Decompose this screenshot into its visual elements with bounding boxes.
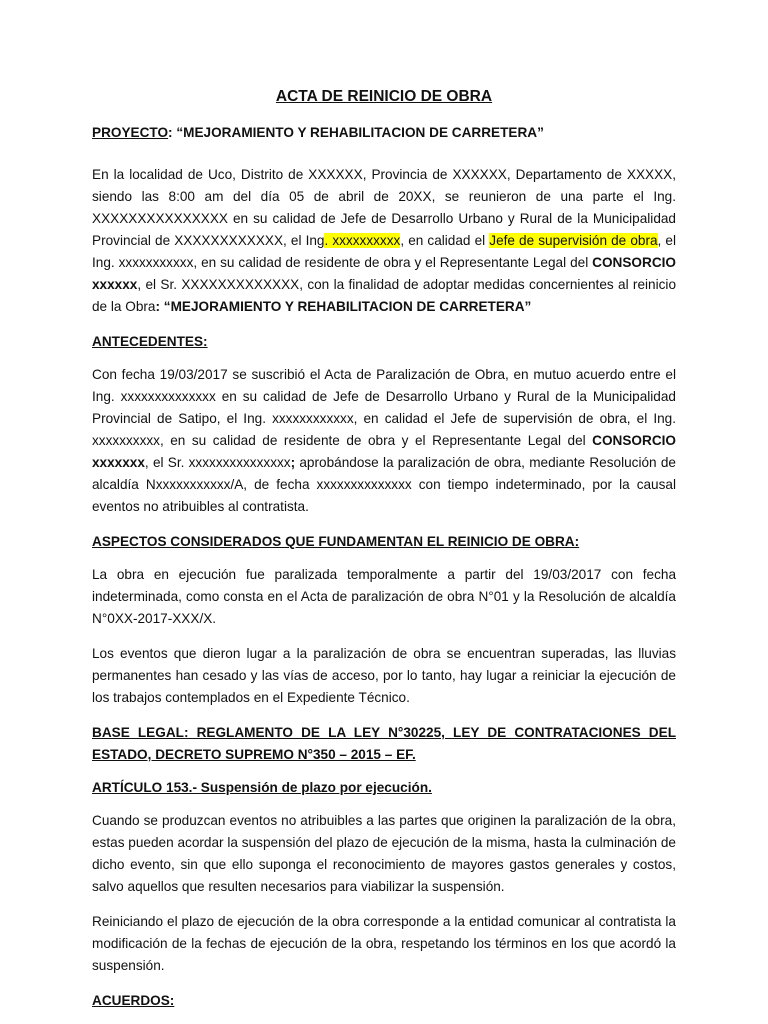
antecedentes-text-3: aprobándose la paralización de obra, mediante Resolución de alcaldía Nxxxxxxxxxxx/A, de fecha xxxxxxxxxxxxxx con tiempo indeterminado, por la causal eventos no atribuibles al contratista. [92, 455, 676, 514]
aspectos-paragraph-2: Los eventos que dieron lugar a la paralización de obra se encuentran superadas, las lluvias permanentes han cesado y las vías de acceso, por lo tanto, hay lugar a reiniciar la ejecución de los trabajos contemplados en el Expediente Técnico. [92, 646, 676, 705]
articulo-paragraph-2: Reiniciando el plazo de ejecución de la obra corresponde a la entidad comunicar al contratista la modificación de la fechas de ejecución de la obra, respetando los términos en los que acordó la suspensión. [92, 914, 676, 973]
highlight-supervision-role: Jefe de supervisión de obra [489, 233, 658, 248]
intro-text-1: En la localidad de Uco, Distrito de XXXXXX, Provincia de XXXXXX, Departamento de XXXXX, siendo las 8:00 am del día 05 de abril de 20XX, se reunieron de una parte el Ing. XXXXXXXXXXXXXXX en su calidad de Jefe de Desarrollo Urbano y Rural de la Municipalidad Provincial de XXXXXXXXXXXX, el Ing [92, 167, 676, 248]
intro-text-3: , el Ing. xxxxxxxxxxx, en su calidad de residente de obra y el Representante Legal del [92, 233, 676, 270]
intro-text-2: , en calidad el [400, 233, 490, 248]
articulo-heading: ARTÍCULO 153.- Suspensión de plazo por ejecución. [92, 780, 432, 795]
project-label: PROYECTO [92, 125, 169, 140]
project-separator: : [168, 125, 177, 140]
antecedentes-paragraph [92, 364, 676, 518]
document-title: ACTA DE REINICIO DE OBRA [275, 88, 493, 105]
antecedentes-text-1: Con fecha 19/03/2017 se suscribió el Acta de Paralización de Obra, en mutuo acuerdo entre el Ing. xxxxxxxxxxxxxx en su calidad de Jefe de Desarrollo Urbano y Rural de la Municipalidad Provincial de Satipo, el Ing. xxxxxxxxxxxx, en calidad el Jefe de supervisión de obra, el Ing. xxxxxxxxxx, en su calidad de residente de obra y el Representante Legal del [92, 367, 676, 448]
antecedentes-text-2: , el Sr. xxxxxxxxxxxxxxx [144, 455, 291, 470]
base-legal-heading: BASE LEGAL: REGLAMENTO DE LA LEY N°30225, LEY DE CONTRATACIONES DEL ESTADO, DECRETO SUPREMO N°350 – 2015 – EF. [92, 725, 676, 762]
intro-text-4: , el Sr. XXXXXXXXXXXXX, con la finalidad de adoptar medidas concernientes al reinicio de la Obra [92, 277, 676, 314]
project-line [92, 122, 676, 144]
project-name: “MEJORAMIENTO Y REHABILITACION DE CARRETERA” [176, 125, 544, 140]
articulo-paragraph-1: Cuando se produzcan eventos no atribuibles a las partes que originen la paralización de la obra, estas pueden acordar la suspensión del plazo de ejecución de la misma, hasta la culminación de dicho evento, sin que ello suponga el reconocimiento de mayores gastos generales y costos, salvo aquellos que resulten necesarios para viabilizar la suspensión. [92, 813, 676, 894]
consortium-name: CONSORCIO xxxxxx [92, 255, 676, 292]
aspectos-paragraph-1: La obra en ejecución fue paralizada temporalmente a partir del 19/03/2017 con fecha indeterminada, como consta en el Acta de paralización de obra N°01 y la Resolución de alcaldía N°0XX-2017-XXX/X. [92, 567, 676, 626]
antecedentes-semicolon: ; [290, 455, 296, 470]
aspectos-heading: ASPECTOS CONSIDERADOS QUE FUNDAMENTAN EL REINICIO DE OBRA: [92, 534, 580, 549]
acuerdos-heading: ACUERDOS: [92, 993, 175, 1008]
highlight-engineer: . xxxxxxxxxx [324, 233, 401, 248]
antecedentes-consortium: CONSORCIO xxxxxxx [92, 433, 676, 470]
intro-paragraph [92, 164, 676, 318]
antecedentes-heading: ANTECEDENTES: [92, 334, 208, 349]
intro-project-name: : “MEJORAMIENTO Y REHABILITACION DE CARRETERA” [155, 299, 532, 314]
